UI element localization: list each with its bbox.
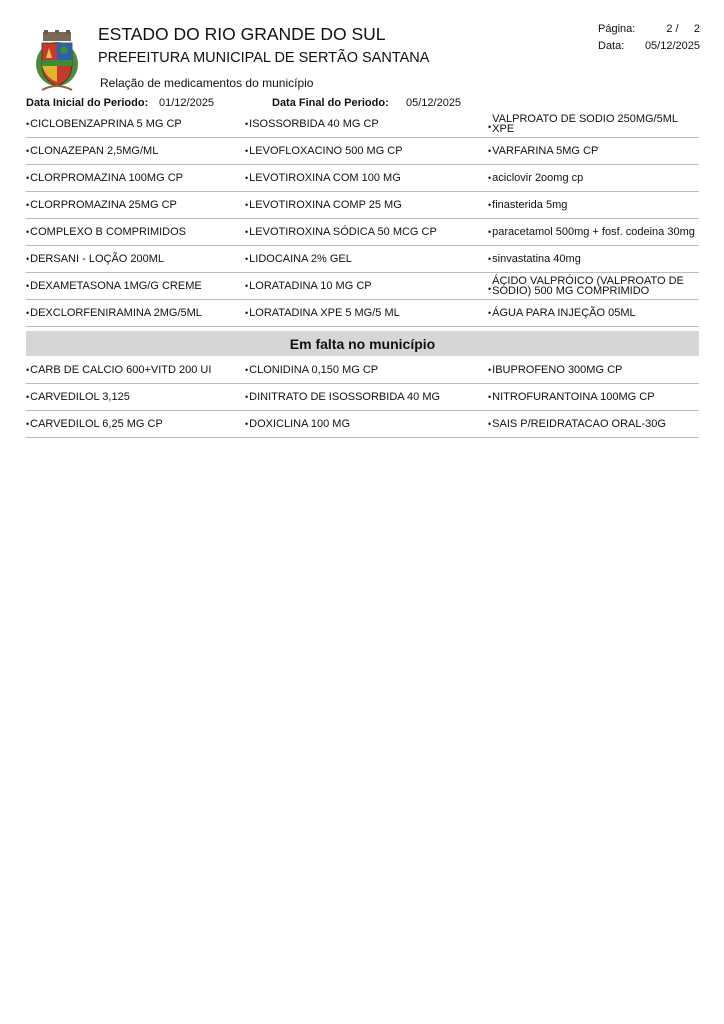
medicine-name: SAIS P/REIDRATACAO ORAL-30G — [492, 418, 666, 430]
medicine-name: ÁCIDO VALPRÓICO (VALPROATO DE SÓDIO) 500 MG COMPRIMIDO — [492, 275, 684, 297]
medicine-name: LEVOFLOXACINO 500 MG CP — [249, 145, 403, 157]
bullet-icon: • — [488, 254, 492, 264]
medicine-name: paracetamol 500mg + fosf. codeina 30mg — [492, 226, 695, 238]
table-row — [26, 165, 699, 192]
table-row — [26, 300, 699, 327]
medicine-name: LORATADINA 10 MG CP — [249, 280, 372, 292]
medicine-item — [488, 246, 699, 272]
medicine-item — [26, 165, 241, 191]
table-row — [26, 138, 699, 165]
medicine-name: LEVOTIROXINA COMP 25 MG — [249, 199, 402, 211]
bullet-icon: • — [488, 365, 492, 375]
medicine-item — [26, 111, 241, 137]
medicine-name: CLONAZEPAN 2,5MG/ML — [30, 145, 159, 157]
bullet-icon: • — [245, 200, 249, 210]
medicine-name: CARVEDILOL 3,125 — [30, 391, 130, 403]
bullet-icon: • — [488, 419, 492, 429]
medicine-item — [26, 300, 241, 326]
bullet-icon: • — [26, 227, 30, 237]
medicine-item — [245, 411, 485, 437]
date-label: Data: — [598, 40, 625, 52]
state-title: ESTADO DO RIO GRANDE DO SUL — [98, 24, 386, 44]
missing-section-header: Em falta no município — [26, 331, 699, 356]
medicine-item — [488, 219, 699, 245]
bullet-icon: • — [245, 392, 249, 402]
medicine-name: CLONIDINA 0,150 MG CP — [249, 364, 379, 376]
period-end-value: 05/12/2025 — [406, 97, 462, 109]
bullet-icon: • — [26, 200, 30, 210]
bullet-icon: • — [488, 146, 492, 156]
municipality-title: PREFEITURA MUNICIPAL DE SERTÃO SANTANA — [98, 50, 430, 66]
medicine-name: DEXCLORFENIRAMINA 2MG/5ML — [30, 307, 202, 319]
medicine-item — [245, 219, 485, 245]
medicine-item — [26, 357, 241, 383]
page-number: 2 / 2 — [666, 23, 700, 35]
medicine-name: DOXICLINA 100 MG — [249, 418, 351, 430]
period-start-label: Data Inicial do Periodo: — [26, 97, 149, 109]
medicine-name: VALPROATO DE SODIO 250MG/5ML XPE — [492, 113, 678, 135]
medicine-item — [488, 165, 699, 191]
bullet-icon: • — [488, 392, 492, 402]
bullet-icon: • — [245, 119, 249, 129]
table-row — [26, 273, 699, 300]
available-medicines-table — [26, 111, 699, 327]
medicine-item — [488, 411, 699, 437]
report-title: Relação de medicamentos do município — [100, 76, 314, 90]
medicine-item — [26, 273, 241, 299]
medicine-item — [26, 384, 241, 410]
bullet-icon: • — [245, 146, 249, 156]
medicine-name: DEXAMETASONA 1MG/G CREME — [30, 280, 202, 292]
medicine-name: aciclovir 2oomg cp — [492, 172, 584, 184]
bullet-icon: • — [26, 173, 30, 183]
coat-of-arms-logo — [34, 30, 80, 92]
bullet-icon: • — [245, 281, 249, 291]
table-row — [26, 192, 699, 219]
medicine-item — [245, 300, 485, 326]
period-start-value: 01/12/2025 — [159, 97, 215, 109]
medicine-item — [488, 384, 699, 410]
medicine-item — [26, 411, 241, 437]
period-end-label: Data Final do Periodo: — [272, 97, 389, 109]
table-row — [26, 219, 699, 246]
bullet-icon: • — [488, 122, 492, 132]
medicine-name: CLORPROMAZINA 25MG CP — [30, 199, 177, 211]
bullet-icon: • — [26, 419, 30, 429]
bullet-icon: • — [245, 419, 249, 429]
bullet-icon: • — [245, 173, 249, 183]
bullet-icon: • — [26, 308, 30, 318]
medicine-name: sinvastatina 40mg — [492, 253, 581, 265]
bullet-icon: • — [488, 227, 492, 237]
medicine-name: DINITRATO DE ISOSSORBIDA 40 MG — [249, 391, 441, 403]
medicine-name: finasterida 5mg — [492, 199, 568, 211]
medicine-item — [26, 219, 241, 245]
medicine-name: COMPLEXO B COMPRIMIDOS — [30, 226, 187, 238]
table-row — [26, 246, 699, 273]
table-row — [26, 411, 699, 438]
medicine-item — [26, 192, 241, 218]
medicine-name: LORATADINA XPE 5 MG/5 ML — [249, 307, 400, 319]
medicine-name: CLORPROMAZINA 100MG CP — [30, 172, 183, 184]
medicine-item — [488, 273, 699, 299]
bullet-icon: • — [26, 254, 30, 264]
medicine-item — [488, 111, 699, 137]
bullet-icon: • — [26, 281, 30, 291]
medicine-name: LEVOTIROXINA SÓDICA 50 MCG CP — [249, 226, 437, 238]
bullet-icon: • — [245, 308, 249, 318]
bullet-icon: • — [26, 365, 30, 375]
medicine-item — [245, 165, 485, 191]
medicine-name: LIDOCAINA 2% GEL — [249, 253, 352, 265]
medicine-name: IBUPROFENO 300MG CP — [492, 364, 623, 376]
medicine-name: CARVEDILOL 6,25 MG CP — [30, 418, 163, 430]
medicine-name: ÁGUA PARA INJEÇÃO 05ML — [492, 307, 636, 319]
bullet-icon: • — [245, 254, 249, 264]
table-row — [26, 111, 699, 138]
medicine-name: CARB DE CALCIO 600+VITD 200 UI — [30, 364, 212, 376]
bullet-icon: • — [488, 308, 492, 318]
medicine-name: ISOSSORBIDA 40 MG CP — [249, 118, 379, 130]
medicine-item — [245, 246, 485, 272]
medicine-name: VARFARINA 5MG CP — [492, 145, 599, 157]
medicine-item — [245, 138, 485, 164]
medicine-name: DERSANI - LOÇÃO 200ML — [30, 253, 165, 265]
bullet-icon: • — [245, 227, 249, 237]
bullet-icon: • — [245, 365, 249, 375]
medicine-item — [488, 357, 699, 383]
bullet-icon: • — [488, 284, 492, 294]
medicine-item — [488, 300, 699, 326]
bullet-icon: • — [26, 392, 30, 402]
medicine-item — [245, 111, 485, 137]
missing-medicines-table — [26, 357, 699, 438]
medicine-item — [245, 384, 485, 410]
medicine-item — [488, 138, 699, 164]
page-label: Página: — [598, 23, 636, 35]
bullet-icon: • — [488, 173, 492, 183]
medicine-item — [245, 273, 485, 299]
medicine-item — [245, 192, 485, 218]
medicine-name: LEVOTIROXINA COM 100 MG — [249, 172, 401, 184]
medicine-name: NITROFURANTOINA 100MG CP — [492, 391, 655, 403]
bullet-icon: • — [26, 119, 30, 129]
bullet-icon: • — [488, 200, 492, 210]
table-row — [26, 384, 699, 411]
table-row — [26, 357, 699, 384]
date-value: 05/12/2025 — [644, 40, 700, 52]
medicine-item — [26, 246, 241, 272]
medicine-item — [26, 138, 241, 164]
bullet-icon: • — [26, 146, 30, 156]
medicine-item — [245, 357, 485, 383]
medicine-name: CICLOBENZAPRINA 5 MG CP — [30, 118, 182, 130]
medicine-item — [488, 192, 699, 218]
